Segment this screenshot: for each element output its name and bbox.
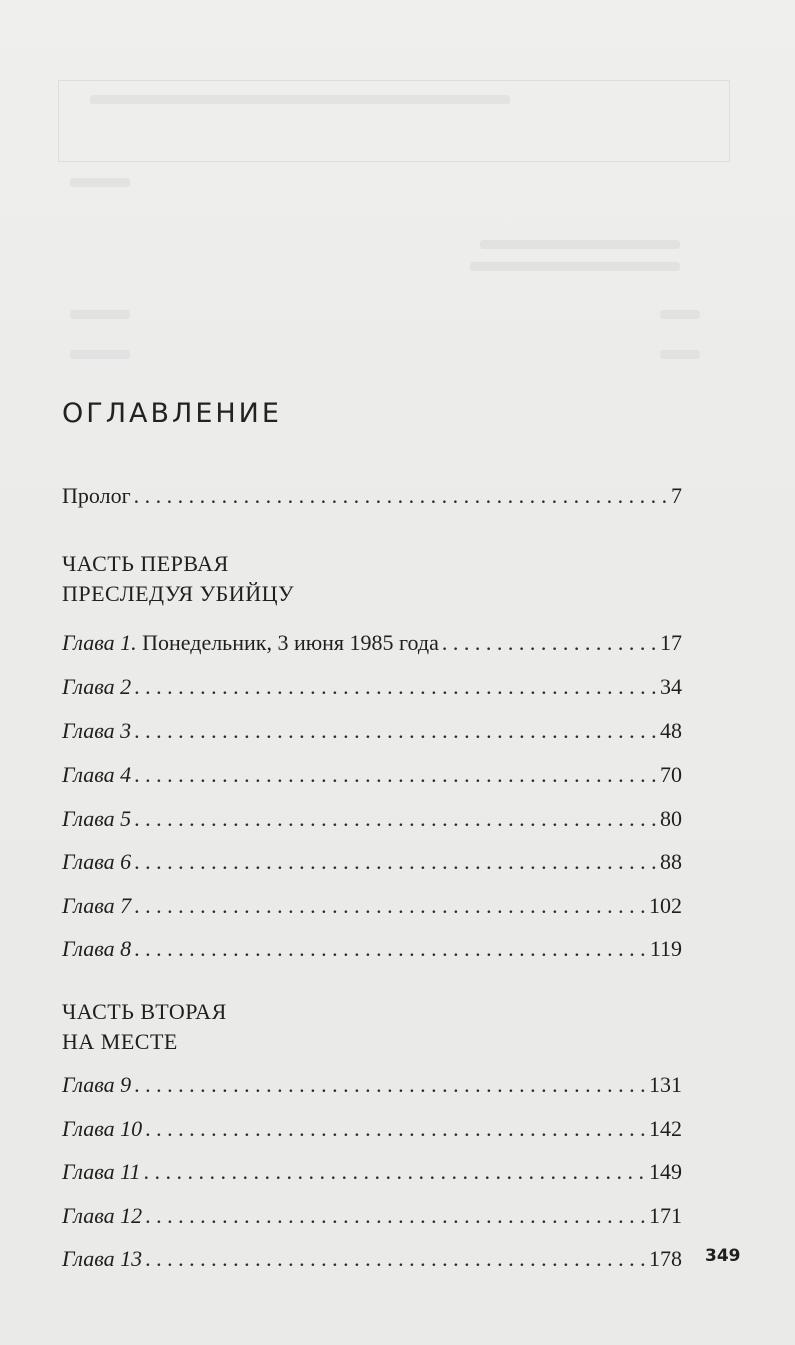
entry-page-number: 88 (660, 849, 682, 874)
toc-entry-chapter (62, 1112, 682, 1146)
show-through-line (660, 310, 700, 319)
entry-label (62, 670, 131, 704)
dot-leader (442, 626, 657, 660)
entry-label (62, 1242, 142, 1276)
dot-leader (145, 1242, 646, 1276)
chapter-label: Глава 4 (62, 762, 132, 787)
entry-label (62, 845, 131, 879)
toc-heading: ОГЛАВЛЕНИЕ (62, 398, 282, 429)
entry-page-number: 70 (660, 762, 682, 787)
entry-label (62, 714, 131, 748)
chapter-label: Глава 12 (62, 1203, 143, 1228)
chapter-label: Глава 8 (62, 936, 132, 961)
folio-page-number: 349 (705, 1246, 741, 1266)
entry-label (62, 1068, 131, 1102)
entry-page-number: 149 (649, 1159, 682, 1184)
entry-page-number: 102 (649, 893, 682, 918)
dot-leader (134, 802, 657, 836)
dot-leader (134, 1068, 646, 1102)
show-through-line (470, 262, 680, 271)
chapter-label: Глава 2 (62, 674, 132, 699)
show-through-box (58, 80, 730, 162)
entry-label (62, 1199, 142, 1233)
chapter-label: Глава 5 (62, 806, 132, 831)
chapter-label: Глава 1. (62, 630, 137, 655)
entry-label: Пролог (62, 483, 131, 508)
entry-page-number: 178 (649, 1246, 682, 1271)
dot-leader (134, 758, 657, 792)
entry-page-number: 7 (671, 483, 682, 508)
dot-leader (134, 670, 657, 704)
chapter-label: Глава 11 (62, 1159, 141, 1184)
dot-leader (134, 479, 668, 513)
show-through-line (660, 350, 700, 359)
dot-leader (134, 845, 657, 879)
toc-entry-chapter (62, 758, 682, 792)
chapter-label: Глава 9 (62, 1072, 132, 1097)
part-title: НА МЕСТЕ (62, 1029, 178, 1054)
toc-entry-chapter (62, 845, 682, 879)
show-through-line (70, 178, 130, 187)
entry-label (62, 932, 131, 966)
dot-leader (143, 1155, 646, 1189)
entry-label (62, 889, 131, 923)
entry-label (62, 1112, 142, 1146)
dot-leader (134, 889, 646, 923)
entry-page-number: 171 (649, 1203, 682, 1228)
part-number: ЧАСТЬ ПЕРВАЯ (62, 551, 229, 576)
show-through-line (70, 310, 130, 319)
show-through-line (480, 240, 680, 249)
entry-label (62, 758, 131, 792)
toc-entry-chapter (62, 714, 682, 748)
chapter-label: Глава 10 (62, 1116, 143, 1141)
dot-leader (134, 714, 657, 748)
chapter-label: Глава 3 (62, 718, 132, 743)
entry-page-number: 80 (660, 806, 682, 831)
part-heading (62, 549, 294, 609)
toc-entry-chapter (62, 670, 682, 704)
entry-label (62, 1155, 140, 1189)
part-number: ЧАСТЬ ВТОРАЯ (62, 999, 227, 1024)
chapter-label: Глава 6 (62, 849, 132, 874)
toc-entry-prologue (62, 479, 682, 513)
entry-page-number: 142 (649, 1116, 682, 1141)
show-through-line (70, 350, 130, 359)
toc-entry-chapter (62, 889, 682, 923)
entry-page-number: 34 (660, 674, 682, 699)
toc-entry-chapter (62, 626, 682, 660)
chapter-label: Глава 13 (62, 1246, 143, 1271)
entry-page-number: 119 (649, 936, 682, 961)
part-title: ПРЕСЛЕДУЯ УБИЙЦУ (62, 581, 295, 606)
toc-entry-chapter (62, 802, 682, 836)
toc-entry-chapter (62, 932, 682, 966)
entry-label (62, 626, 439, 660)
chapter-label: Глава 7 (62, 893, 132, 918)
entry-label (62, 802, 131, 836)
dot-leader (145, 1112, 646, 1146)
part-heading (62, 997, 227, 1057)
toc-entry-chapter (62, 1199, 682, 1233)
toc-entry-chapter (62, 1155, 682, 1189)
entry-page-number: 17 (660, 630, 682, 655)
entry-page-number: 131 (649, 1072, 682, 1097)
toc-entry-chapter (62, 1242, 682, 1276)
dot-leader (145, 1199, 646, 1233)
chapter-subtitle: Понедельник, 3 июня 1985 года (136, 630, 439, 655)
entry-page-number: 48 (660, 718, 682, 743)
toc-entry-chapter (62, 1068, 682, 1102)
show-through-line (90, 95, 510, 104)
dot-leader (134, 932, 647, 966)
